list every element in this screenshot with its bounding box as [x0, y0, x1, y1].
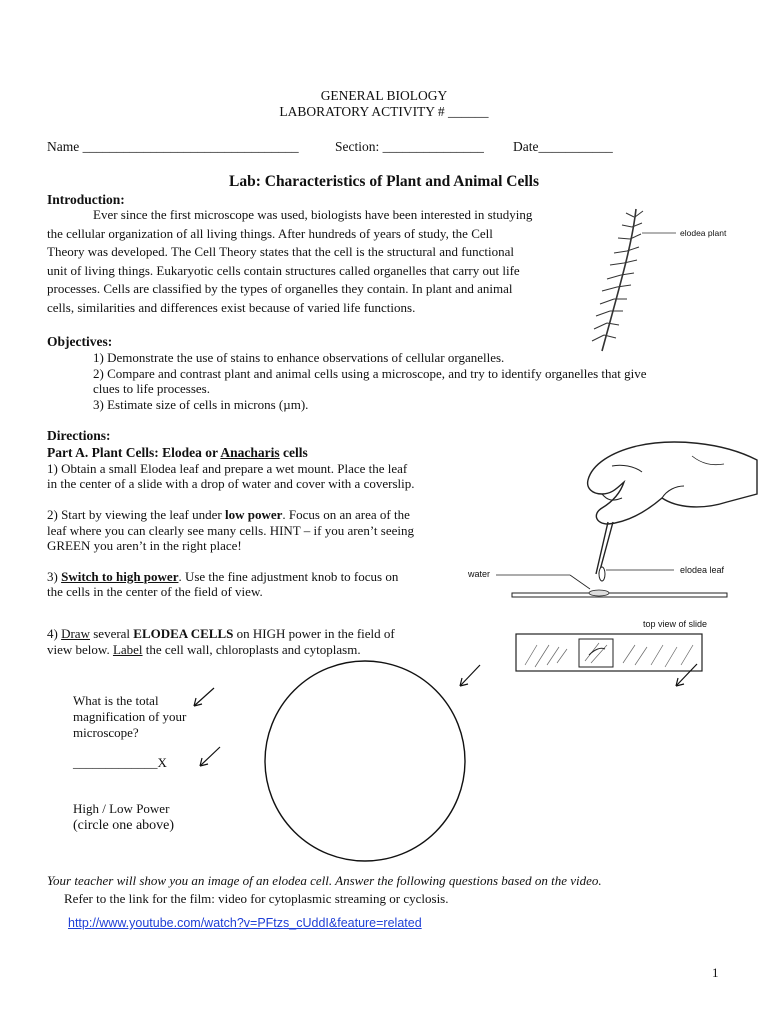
magnification-question-line-2: magnification of your — [73, 709, 187, 724]
header-title: GENERAL BIOLOGY — [320, 88, 448, 103]
part-a-suffix: cells — [279, 445, 308, 460]
magnification-answer-blank[interactable]: _____________X — [73, 755, 167, 770]
step-2-pre: 2) Start by viewing the leaf under — [47, 507, 225, 522]
directions-heading: Directions: — [47, 428, 111, 443]
objective-2-cont: clues to life processes. — [93, 381, 210, 396]
date-field[interactable]: Date___________ — [513, 139, 613, 154]
step-2-low-power: low power — [224, 507, 283, 522]
intro-line: Ever since the first microscope was used, biologists have been interested in studying — [93, 207, 533, 222]
power-choice[interactable]: High / Low Power — [73, 801, 170, 816]
page-number: 1 — [712, 965, 719, 980]
intro-line: processes. Cells are classified by the types of organelles they contain. In plant and animal — [47, 281, 513, 296]
circle-one-note: (circle one above) — [73, 818, 175, 833]
intro-line: unit of living things. Eukaryotic cells contain structures called organelles that carry out life — [47, 262, 520, 278]
part-a-anacharis: Anacharis — [220, 445, 280, 460]
intro-line: cells, similarities and differences exist because of varied life functions. — [47, 299, 416, 315]
part-a-prefix: Part A. Plant Cells: Elodea or — [47, 445, 221, 460]
step-4-label: Label — [112, 642, 143, 657]
label-elodea-leaf: elodea leaf — [680, 565, 725, 575]
field-of-view-circle — [265, 661, 465, 861]
step-4-mid: several — [89, 626, 134, 641]
step-1-line-2: in the center of a slide with a drop of water and cover with a coverslip. — [47, 476, 415, 491]
step-4-line2-post: the cell wall, chloroplasts and cytoplasm. — [142, 642, 361, 657]
magnification-question-line-1: What is the total — [73, 693, 159, 708]
intro-line: Theory was developed. The Cell Theory states that the cell is the structural and functional — [47, 244, 515, 259]
objective-2: 2) Compare and contrast plant and animal cells using a microscope, and try to identify organelles that give — [93, 366, 647, 381]
step-4-pre: 4) — [47, 626, 62, 641]
magnification-question-line-3: microscope? — [73, 725, 139, 740]
step-3-high-power: Switch to high power — [61, 569, 179, 584]
objective-1: 1) Demonstrate the use of stains to enhance observations of cellular organelles. — [93, 350, 505, 365]
lab-title: Lab: Characteristics of Plant and Animal Cells — [229, 173, 539, 190]
name-field[interactable]: Name ________________________________ — [47, 139, 299, 154]
step-1-line-1: 1) Obtain a small Elodea leaf and prepare a wet mount. Place the leaf — [47, 461, 408, 476]
intro-line: the cellular organization of all living things. After hundreds of years of study, the Cell — [47, 225, 493, 241]
label-top-view: top view of slide — [643, 619, 708, 629]
step-4-line2-pre: view below. — [47, 642, 113, 657]
step-4-post: on HIGH power in the field of — [233, 626, 395, 641]
step-3-pre: 3) — [47, 569, 62, 584]
introduction-heading: Introduction: — [47, 192, 125, 207]
objective-3: 3) Estimate size of cells in microns (µm). — [93, 397, 309, 412]
link-intro: Refer to the link for the film: video for cytoplasmic streaming or cyclosis. — [64, 891, 449, 906]
step-4-elodea-cells: ELODEA CELLS — [133, 626, 234, 641]
step-2-line-3: GREEN you aren’t in the right place! — [47, 538, 242, 553]
step-4-draw: Draw — [61, 626, 90, 641]
label-elodea-plant: elodea plant — [680, 228, 727, 238]
teacher-note: Your teacher will show you an image of an elodea cell. Answer the following questions based on the video. — [47, 873, 602, 888]
section-field[interactable]: Section: _______________ — [335, 139, 484, 154]
step-2-line-2: leaf where you can clearly see many cells. HINT – if you aren’t seeing — [47, 523, 414, 538]
video-link[interactable]: http://www.youtube.com/watch?v=PFtzs_cUddI&feature=related — [68, 916, 422, 930]
objectives-heading: Objectives: — [47, 334, 113, 349]
step-2-post: . Focus on an area of the — [282, 507, 410, 522]
header-activity: LABORATORY ACTIVITY # ______ — [279, 104, 489, 119]
step-3-post: . Use the fine adjustment knob to focus on — [178, 569, 399, 584]
step-3-line-2: the cells in the center of the field of view. — [47, 584, 263, 599]
label-water: water — [468, 569, 491, 579]
